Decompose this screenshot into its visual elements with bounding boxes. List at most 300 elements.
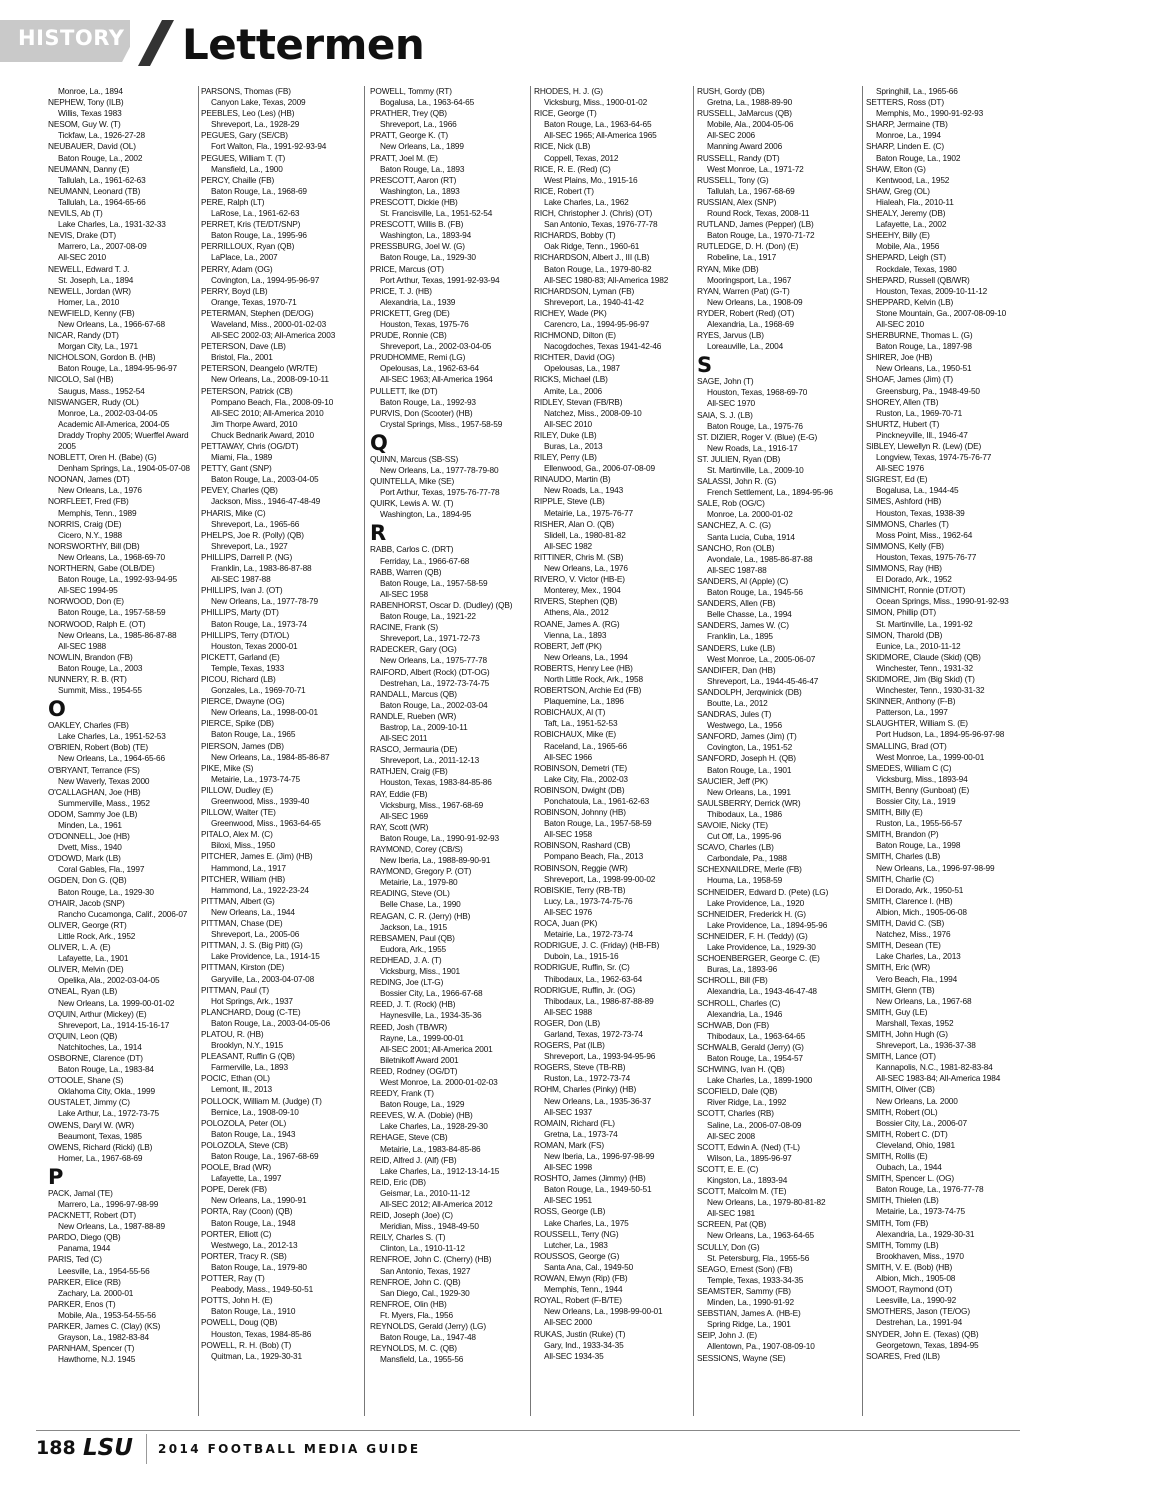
letterman-name: SAGE, John (T)	[697, 376, 754, 387]
letterman-detail: Gretna, La., 1988-89-90	[707, 97, 793, 108]
letterman-detail: Baton Rouge, La., 1979-80	[211, 1261, 307, 1272]
letterman-entry	[370, 130, 522, 152]
letterman-detail: Baton Rouge, La., 1963-64-65	[544, 119, 652, 130]
letterman-name: SALE, Rob (OG/C)	[697, 498, 765, 509]
letterman-entry	[201, 552, 353, 585]
letterman-entry	[201, 630, 353, 652]
letterman-entry	[201, 1162, 353, 1184]
letterman-detail: West Monroe, La. 2000-01-02-03	[380, 1076, 498, 1087]
letterman-entry	[370, 308, 522, 330]
letterman-entry	[697, 153, 849, 175]
letterman-entry	[697, 454, 849, 476]
letterman-detail: Slidell, La., 1980-81-82	[544, 529, 626, 540]
letterman-name: NICOLO, Sal (HB)	[48, 374, 114, 385]
letterman-detail: West Monroe, La., 1971-72	[707, 163, 804, 174]
letterman-entry	[48, 1210, 200, 1232]
letterman-name: PEEBLES, Leo (Les) (HB)	[201, 108, 295, 119]
letterman-detail: Opelika, Ala., 2002-03-04-05	[58, 975, 160, 986]
letterman-name: SMOOT, Raymond (OT)	[866, 1284, 953, 1295]
letterman-name: NOWLIN, Brandon (FB)	[48, 651, 133, 662]
letterman-entry	[370, 1210, 522, 1232]
letterman-entry	[201, 153, 353, 175]
letterman-entry	[370, 1177, 522, 1210]
section-letter: S	[697, 353, 713, 378]
letterman-name: SCHWALB, Gerald (Jerry) (G)	[697, 1041, 804, 1052]
letterman-entry	[201, 1140, 353, 1162]
letterman-detail: Kannapolis, N.C., 1981-82-83-84	[876, 1062, 993, 1073]
letterman-entry	[201, 530, 353, 552]
letterman-detail: New Orleans, La. 1999-00-01-02	[58, 997, 175, 1008]
letterman-name: OWENS, Richard (Ricki) (LB)	[48, 1141, 153, 1152]
letterman-entry	[534, 1251, 686, 1273]
letterman-entry	[866, 763, 1018, 785]
letterman-detail: Denham Springs, La., 1904-05-07-08	[58, 463, 190, 474]
letterman-detail: Orange, Texas, 1970-71	[211, 296, 297, 307]
letterman-detail: Dvett, Miss., 1940	[58, 842, 122, 853]
letterman-name: RYAN, Warren (Pat) (G-T)	[697, 285, 790, 296]
letterman-entry	[48, 1299, 200, 1321]
letterman-name: POCIC, Ethan (OL)	[201, 1073, 270, 1084]
letterman-name: ROBERTSON, Archie Ed (FB)	[534, 685, 642, 696]
letterman-name: PERRET, Kris (TE/DT/SNP)	[201, 219, 301, 230]
letterman-name: PETERSON, Patrick (CB)	[201, 385, 293, 396]
letterman-name: POLOZOLA, Peter (OL)	[201, 1117, 287, 1128]
letterman-detail: Houma, La., 1958-59	[707, 875, 783, 886]
letterman-entry	[201, 341, 353, 363]
letterman-entry	[866, 1195, 1018, 1217]
letterman-name: SANDIFER, Dan (HB)	[697, 664, 776, 675]
letterman-name: POWELL, Tommy (RT)	[370, 86, 452, 96]
letterman-name: NESOM, Guy W. (T)	[48, 119, 121, 130]
letterman-name: SMITH, Tom (FB)	[866, 1217, 929, 1228]
letterman-name: SMITH, Tommy (LB)	[866, 1239, 939, 1250]
letterman-entry	[534, 1295, 686, 1328]
letterman-entry	[48, 742, 200, 764]
letterman-entry	[866, 1151, 1018, 1173]
letterman-name: SAIA, S. J. (LB)	[697, 409, 753, 420]
letterman-entry	[370, 744, 522, 766]
letterman-entry	[697, 1330, 849, 1352]
letterman-name: RAYMOND, Gregory P. (OT)	[370, 866, 472, 877]
letterman-detail: Round Rock, Texas, 2008-11	[707, 208, 810, 219]
letterman-name: PHILLIPS, Darrell P. (NG)	[201, 551, 293, 562]
letterman-entry	[48, 831, 200, 853]
letterman-entry	[534, 474, 686, 496]
column-divider	[364, 86, 365, 1416]
letterman-entry	[534, 330, 686, 352]
letterman-entry	[866, 1084, 1018, 1106]
letterman-detail: Baton Rouge, La., 2003-04-05	[211, 474, 319, 485]
letterman-entry	[534, 1229, 686, 1251]
letterman-detail: West Monroe, La., 1999-00-01	[876, 751, 985, 762]
letterman-detail: All-SEC 1958	[544, 829, 593, 840]
letterman-detail: Baton Rouge, La., 1894-95-96-97	[58, 363, 177, 374]
letterman-entry	[48, 1343, 200, 1365]
letterman-entry	[201, 962, 353, 984]
letterman-name: SHIRER, Joe (HB)	[866, 352, 933, 363]
letterman-detail: Alexandria, La., 1968-69	[707, 318, 794, 329]
letterman-detail: Baton Rouge, La., 1983-84	[58, 1064, 154, 1075]
letterman-detail: North Little Rock, Ark., 1958	[544, 673, 643, 684]
letterman-name: RICE, R. E. (Red) (C)	[534, 163, 611, 174]
letterman-name: NORWOOD, Don (E)	[48, 596, 124, 607]
letterman-name: RUTLAND, James (Pepper) (LB)	[697, 219, 814, 230]
letterman-name: POWELL, R. H. (Bob) (T)	[201, 1339, 292, 1350]
letterman-entry	[697, 498, 849, 520]
letterman-name: SMITH, Guy (LE)	[866, 1006, 928, 1017]
letterman-detail: St. Martinville, La., 2009-10	[707, 465, 804, 475]
letterman-detail: Ponchatoula, La., 1961-62-63	[544, 796, 650, 806]
letterman-entry	[370, 476, 522, 498]
letterman-detail: Ocean Springs, Miss., 1990-91-92-93	[876, 596, 1009, 607]
letterman-entry	[534, 519, 686, 552]
letterman-detail: Thibodaux, La., 1962-63-64	[544, 973, 643, 984]
letterman-detail: All-SEC 2001; All-America 2001	[380, 1043, 493, 1054]
letterman-name: SMITH, V. E. (Bob) (HB)	[866, 1261, 953, 1272]
letterman-entry	[201, 286, 353, 308]
letterman-entry	[697, 1219, 849, 1241]
letterman-entry	[48, 452, 200, 474]
letterman-entry	[48, 1031, 200, 1053]
letterman-detail: Biletnikoff Award 2001	[380, 1054, 459, 1065]
letterman-name: SHEALY, Jeremy (DB)	[866, 208, 946, 219]
letterman-detail: All-SEC 1983-84; All-America 1984	[876, 1073, 1001, 1084]
letterman-detail: Minden, La., 1990-91-92	[707, 1297, 794, 1308]
letterman-name: REEDY, Frank (T)	[370, 1088, 434, 1099]
letterman-entry	[697, 864, 849, 886]
letterman-entry	[866, 1306, 1018, 1328]
letterman-detail: Shreveport, La., 1998-99-00-02	[544, 873, 656, 884]
letterman-name: POOLE, Brad (WR)	[201, 1162, 271, 1173]
letterman-entry	[201, 785, 353, 807]
letterman-entry	[370, 264, 522, 286]
letterman-entry	[201, 108, 353, 130]
column-1	[48, 86, 200, 1365]
letterman-entry	[201, 130, 353, 152]
letterman-detail: Hawthorne, N.J. 1945	[58, 1354, 136, 1365]
letterman-name: PRESCOTT, Aaron (RT)	[370, 174, 457, 185]
letterman-name: NISWANGER, Rudy (OL)	[48, 396, 139, 407]
letterman-detail: Bossier City, La., 2006-07	[876, 1117, 967, 1128]
letterman-entry	[370, 888, 522, 910]
letterman-name: O'DOWD, Mark (LB)	[48, 853, 121, 864]
letterman-name: RAIFORD, Albert (Rock) (DT-OG)	[370, 666, 490, 677]
letterman-entry	[534, 596, 686, 618]
letterman-detail: Baton Rouge, La., 1929-30	[380, 252, 476, 263]
letterman-entry	[48, 652, 200, 674]
letterman-entry	[866, 1173, 1018, 1195]
letterman-name: REAGAN, C. R. (Jerry) (HB)	[370, 910, 471, 921]
letterman-detail: Destrehan, La., 1991-94	[876, 1317, 963, 1328]
letterman-entry	[201, 175, 353, 197]
letterman-name: RICHEY, Wade (PK)	[534, 307, 607, 318]
letterman-name: SCOTT, E. E. (C)	[697, 1163, 759, 1174]
letterman-entry	[697, 432, 849, 454]
letterman-detail: Marrero, La., 2007-08-09	[58, 241, 147, 252]
letterman-detail: Santa Ana, Cal., 1949-50	[544, 1261, 634, 1272]
letterman-entry	[697, 1308, 849, 1330]
letterman-entry	[697, 219, 849, 241]
letterman-detail: Bastrop, La., 2009-10-11	[380, 721, 468, 732]
letterman-detail: Rockdale, Texas, 1980	[876, 263, 957, 274]
letterman-entry	[697, 842, 849, 864]
letterman-entry	[201, 508, 353, 530]
letterman-detail: Zachary, La. 2000-01	[58, 1287, 134, 1298]
letterman-name: O'QUIN, Leon (QB)	[48, 1030, 118, 1041]
letterman-name: RICHARDS, Bobby (T)	[534, 230, 616, 241]
letterman-name: QUINTELLA, Mike (SE)	[370, 476, 455, 487]
letterman-detail: Baton Rouge, La., 1965	[211, 729, 296, 740]
letterman-entry	[534, 807, 686, 840]
letterman-detail: West Plains, Mo., 1915-16	[544, 174, 638, 185]
letterman-name: SCHROLL, Charles (C)	[697, 997, 781, 1008]
letterman-entry	[370, 108, 522, 130]
letterman-detail: Monterey, Mex., 1904	[544, 585, 621, 596]
letterman-detail: Franklin, La., 1895	[707, 631, 773, 642]
letterman-detail: New Orleans, La., 1964-65-66	[58, 753, 165, 764]
letterman-name: RUSH, Gordy (DB)	[697, 86, 765, 96]
letterman-name: SANCHO, Ron (OLB)	[697, 542, 775, 553]
letterman-name: SCHROLL, Bill (FB)	[697, 975, 768, 986]
letterman-detail: All-SEC 2008	[707, 1130, 756, 1141]
letterman-name: OUSTALET, Jimmy (C)	[48, 1097, 130, 1108]
letterman-entry	[370, 1343, 522, 1365]
letterman-entry	[370, 822, 522, 844]
letterman-name: PERRILLOUX, Ryan (QB)	[201, 241, 295, 252]
letterman-detail: Clinton, La., 1910-11-12	[380, 1243, 465, 1254]
letterman-detail: All-SEC 2012; All-America 2012	[380, 1199, 493, 1209]
letterman-entry	[201, 985, 353, 1007]
letterman-name: NEVILS, Ab (T)	[48, 208, 103, 219]
letterman-detail: Biloxi, Miss., 1950	[211, 840, 276, 851]
letterman-name: PARKER, James C. (Clay) (KS)	[48, 1321, 161, 1332]
letterman-name: PETERMAN, Stephen (DE/OG)	[201, 307, 314, 318]
letterman-detail: Summerville, Mass., 1952	[58, 797, 150, 808]
letterman-name: QUINN, Marcus (SB-SS)	[370, 453, 459, 464]
letterman-detail: New Orleans, La., 1968-69-70	[58, 551, 165, 562]
letterman-name: NEWELL, Jordan (WR)	[48, 285, 131, 296]
letterman-entry	[48, 1254, 200, 1276]
letterman-entry	[201, 940, 353, 962]
letterman-detail: Pinckneyville, Ill., 1946-47	[876, 429, 968, 440]
letterman-name: SIMMONS, Kelly (FB)	[866, 540, 944, 551]
letterman-detail: Bogalusa, La., 1963-64-65	[380, 97, 475, 108]
letterman-detail: All-SEC 1998	[544, 1162, 593, 1173]
letterman-detail: Allentown, Pa., 1907-08-09-10	[707, 1341, 815, 1352]
letterman-detail: New Orleans, La., 1987-88-89	[58, 1221, 165, 1232]
letterman-entry	[370, 408, 522, 430]
letterman-entry	[370, 1277, 522, 1299]
letterman-entry	[866, 541, 1018, 563]
letterman-detail: Baton Rouge, La., 2002	[58, 152, 143, 163]
letterman-detail: Albion, Mich., 1905-06-08	[876, 906, 967, 917]
section-letter: O	[48, 697, 66, 722]
letterman-detail: Baton Rouge, La., 1979-80-82	[544, 263, 652, 274]
letterman-entry	[866, 1129, 1018, 1151]
letterman-entry	[697, 86, 849, 108]
letterman-name: SHAW, Greg (OL)	[866, 185, 930, 196]
column-divider	[693, 86, 694, 1416]
letterman-entry	[370, 1066, 522, 1088]
letterman-name: RITTINER, Chris M. (SB)	[534, 551, 624, 562]
letterman-name: PERRY, Adam (OG)	[201, 263, 273, 274]
letterman-name: PHELPS, Joe R. (Polly) (QB)	[201, 529, 304, 540]
letterman-detail: Shreveport, La., 1993-94-95-96	[544, 1051, 656, 1062]
letterman-detail: New Orleans, La., 1985-86-87-88	[58, 629, 177, 640]
letterman-detail: Spring Ridge, La., 1901	[707, 1319, 791, 1330]
letterman-detail: Houston, Texas, 1975-76	[380, 318, 469, 329]
letterman-name: SAVOIE, Nicky (TE)	[697, 820, 768, 830]
letterman-name: OWENS, Daryl W. (WR)	[48, 1119, 134, 1130]
letterman-name: PRUDE, Ronnie (CB)	[370, 330, 447, 341]
letterman-name: O'TOOLE, Shane (S)	[48, 1075, 124, 1086]
letterman-name: SIMMONS, Charles (T)	[866, 518, 949, 529]
letterman-detail: Eudora, Ark., 1955	[380, 943, 447, 954]
letterman-name: ROBINSON, Demetri (TE)	[534, 762, 628, 773]
letterman-entry	[48, 1075, 200, 1097]
section-label: HISTORY	[18, 26, 125, 50]
letterman-detail: LaRose, La., 1961-62-63	[211, 208, 300, 219]
letterman-detail: All-SEC 1963; All-America 1964	[380, 374, 493, 385]
letterman-entry	[697, 264, 849, 286]
letterman-name: REEVES, W. A. (Dobie) (HB)	[370, 1110, 473, 1121]
letterman-detail: New Roads, La., 1916-17	[707, 442, 798, 453]
letterman-detail: Houston, Texas, 1975-76-77	[876, 551, 977, 562]
letterman-name: REED, Rodney (OG/DT)	[370, 1065, 458, 1076]
letterman-name: NICAR, Randy (DT)	[48, 330, 119, 341]
letterman-entry	[201, 896, 353, 918]
letterman-entry	[201, 386, 353, 441]
letterman-name: ROBINSON, Dwight (DB)	[534, 784, 625, 795]
letterman-detail: All-SEC 1976	[876, 463, 925, 474]
letterman-entry	[201, 696, 353, 718]
letterman-detail: Brooklyn, N.Y., 1915	[211, 1040, 284, 1051]
letterman-detail: Mobile, Ala., 1953-54-55-56	[58, 1309, 156, 1320]
letterman-name: PARIS, Ted (C)	[48, 1254, 102, 1265]
letterman-detail: Greenwood, Miss., 1939-40	[211, 796, 310, 806]
letterman-detail: Destrehan, La., 1972-73-74-75	[380, 677, 490, 688]
letterman-detail: Baton Rouge, La., 1995-96	[211, 230, 307, 241]
letterman-entry	[48, 1321, 200, 1343]
letterman-detail: Ruston, La., 1969-70-71	[876, 407, 963, 418]
letterman-name: REDING, Joe (LT-G)	[370, 977, 444, 988]
letterman-detail: Opelousas, La., 1987	[544, 363, 620, 374]
letterman-detail: Carbondale, Pa., 1988	[707, 853, 787, 864]
letterman-detail: Baton Rouge, La., 1992-93	[380, 396, 476, 407]
letterman-entry	[866, 1007, 1018, 1029]
letterman-detail: Baton Rouge, La., 1998	[876, 840, 961, 851]
letterman-detail: Baton Rouge, La., 1949-50-51	[544, 1184, 652, 1195]
letterman-entry	[370, 600, 522, 622]
letterman-name: NEUMANN, Leonard (TB)	[48, 185, 141, 196]
letterman-name: RICHMOND, Dilton (E)	[534, 330, 616, 341]
letterman-name: REILY, Charles S. (T)	[370, 1232, 446, 1243]
letterman-name: NEVIS, Drake (DT)	[48, 230, 116, 241]
letterman-detail: Hammond, La., 1922-23-24	[211, 884, 309, 895]
letterman-detail: Alexandria, La., 1929-30-31	[876, 1228, 975, 1239]
letterman-entry	[697, 709, 849, 731]
letterman-name: ROMAN, Mark (FS)	[534, 1139, 604, 1150]
letterman-detail: Manning Award 2006	[707, 141, 783, 152]
letterman-entry	[370, 1088, 522, 1110]
letterman-name: RUTLEDGE, D. H. (Don) (E)	[697, 241, 799, 252]
letterman-name: SCOTT, Malcolm M. (TE)	[697, 1186, 787, 1197]
letterman-entry	[201, 918, 353, 940]
letterman-entry	[697, 1186, 849, 1219]
letterman-name: SKIDMORE, Jim (Big Skid) (T)	[866, 673, 975, 684]
letterman-detail: Coral Gables, Fla., 1997	[58, 864, 145, 875]
letterman-detail: New Waverly, Texas 2000	[58, 775, 150, 786]
letterman-name: REBSAMEN, Paul (QB)	[370, 932, 455, 943]
letterman-name: ROWAN, Elwyn (Rip) (FB)	[534, 1273, 628, 1284]
letterman-entry	[370, 667, 522, 689]
letterman-detail: Loreauville, La., 2004	[707, 341, 784, 352]
letterman-entry	[697, 197, 849, 219]
letterman-detail: All-SEC 1965; All-America 1965	[544, 130, 657, 141]
letterman-name: NEUBAUER, David (OL)	[48, 141, 136, 152]
letterman-detail: Pompano Beach, Fla., 2013	[544, 851, 644, 862]
letterman-detail: New Orleans, La., 1908-09	[707, 296, 803, 307]
letterman-detail: New Iberia, La., 1988-89-90-91	[380, 855, 491, 866]
letterman-detail: Kingston, La., 1893-94	[707, 1175, 788, 1185]
letterman-detail: Monroe, La., 2002-03-04-05	[58, 407, 158, 418]
letterman-entry	[534, 164, 686, 186]
letterman-name: SAULSBERRY, Derrick (WR)	[697, 797, 801, 808]
letterman-entry	[201, 1073, 353, 1095]
letterman-detail: Saugus, Mass., 1952-54	[58, 385, 145, 396]
letterman-entry	[866, 585, 1018, 607]
letterman-detail: Tallulah, La., 1967-68-69	[707, 185, 795, 196]
letterman-entry	[534, 308, 686, 330]
letterman-name: PHARIS, Mike (C)	[201, 507, 266, 518]
letterman-entry	[370, 544, 522, 566]
letterman-detail: Duboin, La., 1915-16	[544, 951, 619, 962]
letterman-name: PLANCHARD, Doug (C-TE)	[201, 1006, 301, 1017]
letterman-name: PARSONS, Thomas (FB)	[201, 86, 291, 96]
letterman-entry	[534, 230, 686, 252]
letterman-name: NEUMANN, Danny (E)	[48, 163, 130, 174]
letterman-entry	[866, 674, 1018, 696]
letterman-name: ROBICHAUX, Al (T)	[534, 707, 606, 718]
letterman-detail: Raceland, La., 1965-66	[544, 740, 627, 751]
letterman-detail: Hot Springs, Ark., 1937	[211, 995, 293, 1006]
letterman-entry	[201, 763, 353, 785]
letterman-detail: All-SEC 2010	[876, 318, 925, 329]
letterman-detail: Grayson, La., 1982-83-84	[58, 1332, 149, 1343]
letterman-detail: Ruston, La., 1955-56-57	[876, 818, 963, 829]
letterman-detail: Jackson, La., 1915	[380, 921, 447, 932]
letterman-name: SCOTT, Charles (RB)	[697, 1108, 774, 1119]
letterman-entry	[866, 741, 1018, 763]
letterman-name: SCHEXNAILDRE, Merle (FB)	[697, 864, 802, 875]
letterman-entry	[697, 1286, 849, 1308]
letterman-detail: Eunice, La., 2010-11-12	[876, 640, 961, 651]
letterman-name: SHAW, Elton (G)	[866, 163, 926, 174]
letterman-detail: Lake Arthur, La., 1972-73-75	[58, 1108, 159, 1119]
letterman-name: NORWOOD, Ralph E. (OT)	[48, 618, 146, 629]
letterman-detail: Baton Rouge, La., 1976-77-78	[876, 1184, 984, 1195]
letterman-name: SANDERS, Al (Apple) (C)	[697, 575, 789, 586]
letterman-name: SMITH, Charlie (C)	[866, 873, 934, 884]
letterman-detail: San Antonio, Texas, 1976-77-78	[544, 219, 658, 230]
letterman-name: SMITH, Thielen (LB)	[866, 1195, 939, 1206]
letterman-name: OSBORNE, Clarence (DT)	[48, 1052, 143, 1063]
letterman-name: RODRIGUE, Ruffin, Jr. (OG)	[534, 984, 636, 995]
publication-title: 2014 FOOTBALL MEDIA GUIDE	[158, 1442, 421, 1456]
letterman-entry	[866, 874, 1018, 896]
letterman-detail: All-SEC 2002-03; All-America 2003	[211, 330, 336, 341]
letterman-entry	[48, 875, 200, 897]
